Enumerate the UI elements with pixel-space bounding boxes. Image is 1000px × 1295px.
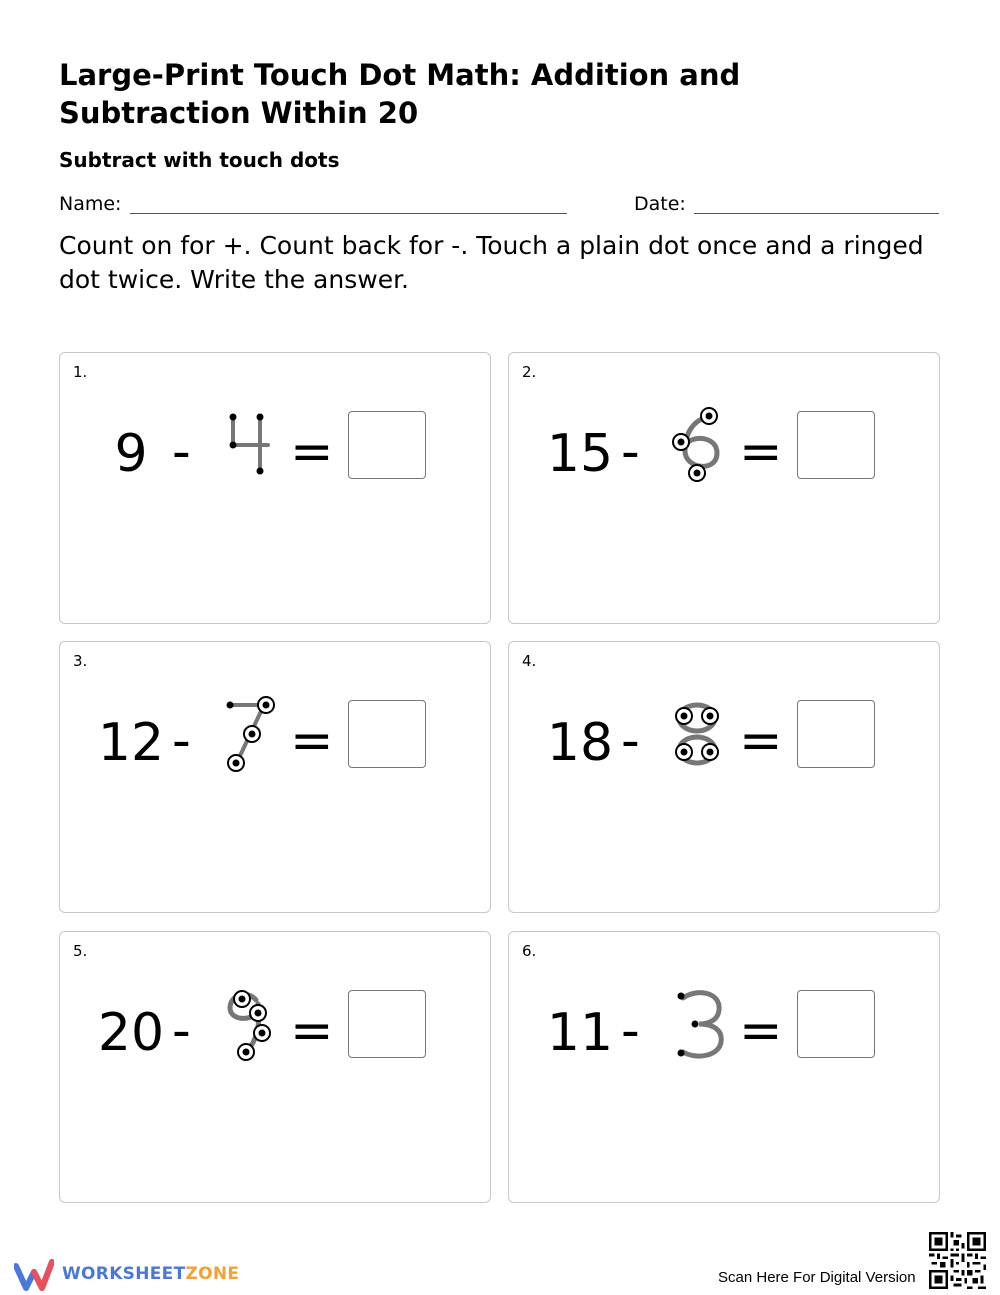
answer-box[interactable] (797, 990, 875, 1058)
equals-sign: = (739, 711, 783, 771)
minuend: 15 (546, 424, 614, 484)
equals-sign: = (290, 422, 334, 482)
problem-number: 1. (73, 363, 88, 381)
equals-sign: = (290, 1001, 334, 1061)
problem-number: 2. (522, 363, 537, 381)
equals-sign: = (739, 422, 783, 482)
touch-dot-digit-6 (669, 405, 729, 485)
date-label: Date: (634, 193, 686, 215)
minus-sign: - (172, 711, 191, 771)
touch-dot-digit-8 (669, 694, 729, 774)
minus-sign: - (621, 711, 640, 771)
minus-sign: - (172, 1001, 191, 1061)
problem-card-2 (508, 352, 940, 624)
answer-box[interactable] (797, 700, 875, 768)
answer-box[interactable] (348, 700, 426, 768)
touch-dot-digit-7 (220, 694, 280, 774)
minus-sign: - (621, 422, 640, 482)
problem-number: 4. (522, 652, 537, 670)
problem-card-4 (508, 641, 940, 913)
brand-name-part2: ZONE (185, 1264, 240, 1284)
minuend: 20 (97, 1003, 165, 1063)
answer-box[interactable] (348, 990, 426, 1058)
problem-card-1 (59, 352, 491, 624)
scan-text: Scan Here For Digital Version (718, 1269, 916, 1286)
qr-code-icon[interactable] (929, 1232, 986, 1289)
answer-box[interactable] (348, 411, 426, 479)
problem-card-5 (59, 931, 491, 1203)
problem-card-3 (59, 641, 491, 913)
minus-sign: - (621, 1001, 640, 1061)
date-field[interactable] (694, 213, 939, 214)
touch-dot-digit-9 (220, 984, 280, 1064)
worksheetzone-logo-icon (14, 1258, 54, 1292)
minuend: 11 (546, 1003, 614, 1063)
equals-sign: = (290, 711, 334, 771)
problem-number: 6. (522, 942, 537, 960)
problem-card-6 (508, 931, 940, 1203)
minuend: 9 (114, 424, 148, 484)
touch-dot-digit-4 (220, 405, 280, 485)
brand-name (62, 1264, 239, 1284)
equals-sign: = (739, 1001, 783, 1061)
page-title: Large-Print Touch Dot Math: Addition and Subtraction Within 20 (59, 58, 741, 130)
brand-name-part1: WORKSHEET (62, 1264, 186, 1284)
problem-number: 3. (73, 652, 88, 670)
name-field[interactable] (130, 213, 567, 214)
name-label: Name: (59, 193, 122, 215)
page-subtitle: Subtract with touch dots (59, 148, 340, 172)
touch-dot-digit-3 (669, 984, 729, 1064)
minuend: 18 (546, 713, 614, 773)
minus-sign: - (172, 422, 191, 482)
instructions: Count on for +. Count back for -. Touch a plain dot once and a ringed dot twice. Write the answer. (59, 231, 924, 294)
answer-box[interactable] (797, 411, 875, 479)
problem-number: 5. (73, 942, 88, 960)
minuend: 12 (97, 713, 165, 773)
